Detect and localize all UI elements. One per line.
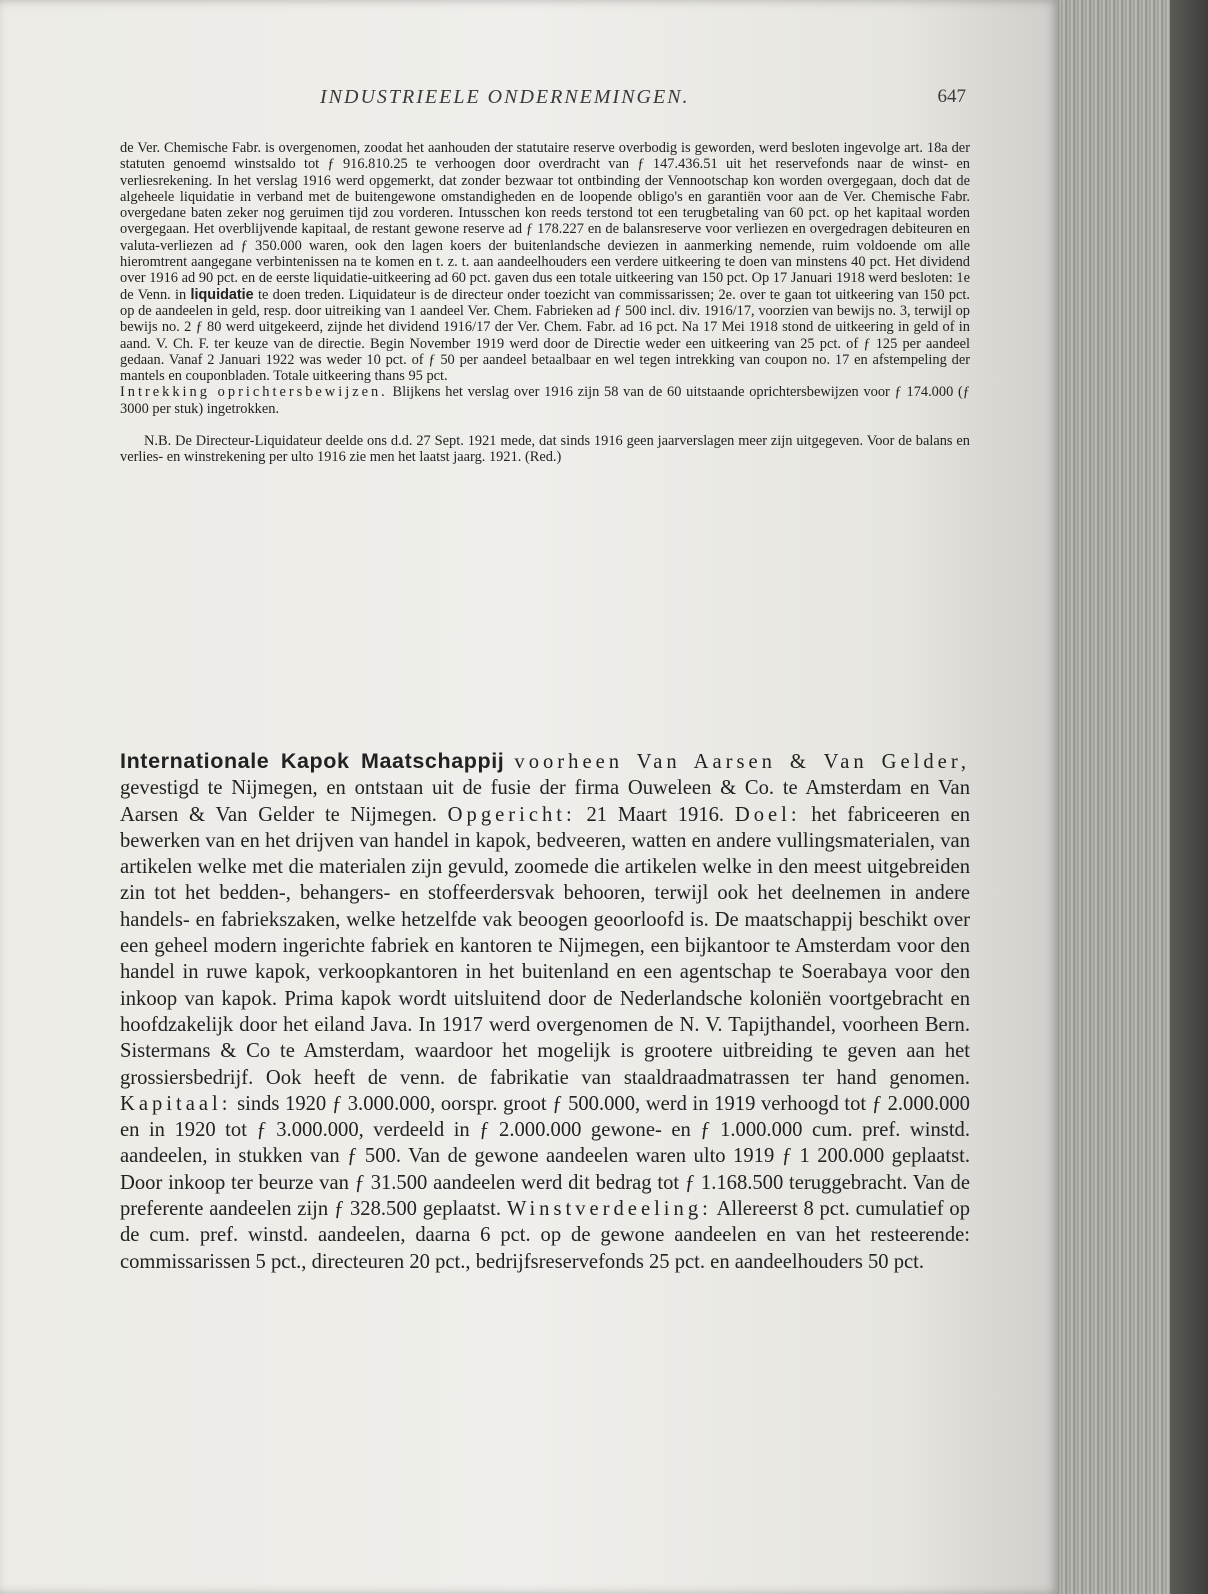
- opgericht-label: Opgericht:: [447, 803, 576, 826]
- previous-entry-body-pre: de Ver. Chemische Fabr. is overgenomen, zoodat het aanhouden der statutaire reserve overbodig is geworden, werd besloten ingevolge art. 18a der statuten genoemd winstsaldo tot ƒ 916.810.25 te verhoogen door overdracht van ƒ 147.436.51 uit het reservefonds naar de winst- en verliesrekening. In het verslag 1916 werd opgemerkt, dat zonder bezwaar tot ontbinding der Vennootschap kon worden overgegaan, doch dat de algeheele liquidatie in verband met de buitengewone omstandigheden en de loopende obligo's en garantiën voor aan de Ver. Chemische Fabr. overgedane baten zeker nog geruimen tijd zou vorderen. Intusschen kon reeds terstond tot een terugbetaling van 60 pct. op het kapitaal worden overgegaan. Het overblijvende kapitaal, de restant gewone reserve ad ƒ 178.227 en de balansreserve voor verliezen en overgedragen debiteuren en valuta-verliezen ad ƒ 350.000 waren, ook den lagen koers der buitenlandsche deviezen in aanmerking nemende, ruim voldoende om alle hieromtrent aangegane verbintenissen na te komen en t. z. t. aan aandeelhouders een verdere uitkeering te doen van minstens 40 pct. Het dividend over 1916 ad 90 pct. en de eerste liquidatie-uitkeering ad 60 pct. gaven dus een totale uitkeering van 150 pct. Op 17 Januari 1918 werd besloten: 1e de Venn. in: [120, 140, 970, 303]
- winstverdeeling-text: Allereerst 8 pct. cumulatief op de cum. pref. winstd. aandeelen, daarna 6 pct. op de gewone aandeelen en van het resteerende: commissarissen 5 pct., directeuren 20 pct., bedrijfsreservefonds 25 pct. en aandeelhouders 50 pct.: [120, 1198, 970, 1273]
- liquidatie-keyword: liquidatie: [190, 286, 254, 303]
- former-name: voorheen Van Aarsen & Van Gelder,: [514, 751, 971, 773]
- page-number: 647: [937, 86, 966, 107]
- winstverdeeling-label: Winstverdeeling:: [506, 1198, 712, 1221]
- previous-entry-body-post: te doen treden. Liquidateur is de directeur onder toezicht van commissarissen; 2e. over te gaan tot uitkeering van 150 pct. op de aandeelen in geld, resp. door uitreiking van 1 aandeel Ver. Chem. Fabrieken ad ƒ 500 incl. div. 1916/17, voorzien van bewijs no. 3, terwijl op bewijs no. 2 ƒ 80 werd uitgekeerd, zijnde het dividend 1916/17 der Ver. Chem. Fabr. ad 16 pct. Na 17 Mei 1918 stond de uitkeering in geld of in aand. V. Ch. F. ter keuze van de directie. Begin November 1919 werd door de Directie weder een uitkeering van 25 pct. of ƒ 125 per aandeel gedaan. Vanaf 2 Januari 1922 was weder 10 pct. of ƒ 50 per aandeel betaalbaar en wel tegen intrekking van coupon no. 17 en afstempeling der mantels en couponbladen. Totale uitkeering thans 95 pct.: [120, 286, 971, 385]
- nb-note: N.B. De Directeur-Liquidateur deelde ons d.d. 27 Sept. 1921 mede, dat sinds 1916 geen jaarverslagen meer zijn uitgegeven. Voor de balans en verlies- en winstrekening per ulto 1916 zie men het laatst jaarg. 1921. (Red.): [120, 433, 970, 466]
- entry-intro: gevestigd te Nijmegen, en ontstaan uit de fusie der firma Ouweleen & Co. te Amsterdam en Van Aarsen & Van Gelder te Nijmegen.: [120, 777, 970, 826]
- intrekking-label: Intrekking oprichtersbewijzen.: [120, 384, 388, 401]
- book-spine-shadow: [1170, 0, 1208, 1594]
- doel-text: het fabriceeren en bewerken van en het drijven van handel in kapok, bedveeren, watten en andere vullingsmaterialen, van artikelen welke met die materialen zijn gevuld, zoomede die artikelen welke in den meest uitgebreiden zin tot het bedden-, behangers- en stoffeerdersvak behooren, terwijl ook het deelnemen in andere handels- en fabriekszaken, welke hetzelfde vak beoogen geoorloofd is. De maatschappij beschikt over een geheel modern ingerichte fabriek en kantoren te Nijmegen, een bijkantoor te Amsterdam voor den handel in ruwe kapok, verkoopkantoren in het buitenland en een agentschap te Soerabaya voor den inkoop van kapok. Prima kapok wordt uitsluitend door de Nederlandsche koloniën voortgebracht en hoofdzakelijk door het eiland Java. In 1917 werd overgenomen de N. V. Tapijthandel, voorheen Bern. Sistermans & Co te Amsterdam, waardoor het mogelijk is grootere uitbreiding te geven aan het grossiersbedrijf. Ook heeft de venn. de fabrikatie van staaldraadmatrassen ter hand genomen.: [120, 803, 971, 1089]
- company-name: Internationale Kapok Maatschappij: [120, 749, 505, 773]
- kapitaal-label: Kapitaal:: [120, 1092, 232, 1115]
- previous-entry-text: [120, 140, 970, 482]
- kapok-entry: [120, 748, 970, 1275]
- kapok-entry-paragraph: [120, 748, 970, 1275]
- doel-label: Doel:: [734, 803, 801, 826]
- kapitaal-text: sinds 1920 ƒ 3.000.000, oorspr. groot ƒ 500.000, werd in 1919 verhoogd tot ƒ 2.000.000 en in 1920 tot ƒ 3.000.000, verdeeld in ƒ 2.000.000 gewone- en ƒ 1.000.000 cum. pref. winstd. aandeelen, in stukken van ƒ 500. Van de gewone aandeelen waren ulto 1919 ƒ 1 200.000 geplaatst. Door inkoop ter beurze van ƒ 31.500 aandeelen werd dit bedrag tot ƒ 1.168.500 teruggebracht. Van de preferente aandeelen zijn ƒ 328.500 geplaatst.: [120, 1092, 970, 1221]
- opgericht-text: 21 Maart 1916.: [586, 803, 725, 826]
- intrekking-text: Blijkens het verslag over 1916 zijn 58 van de 60 uitstaande oprichtersbewijzen voor ƒ 174.000 (ƒ 3000 per stuk) ingetrokken.: [120, 384, 970, 417]
- page-header: [120, 86, 970, 116]
- running-title: INDUSTRIEELE ONDERNEMINGEN.: [320, 86, 690, 108]
- previous-entry-paragraph: [120, 140, 970, 417]
